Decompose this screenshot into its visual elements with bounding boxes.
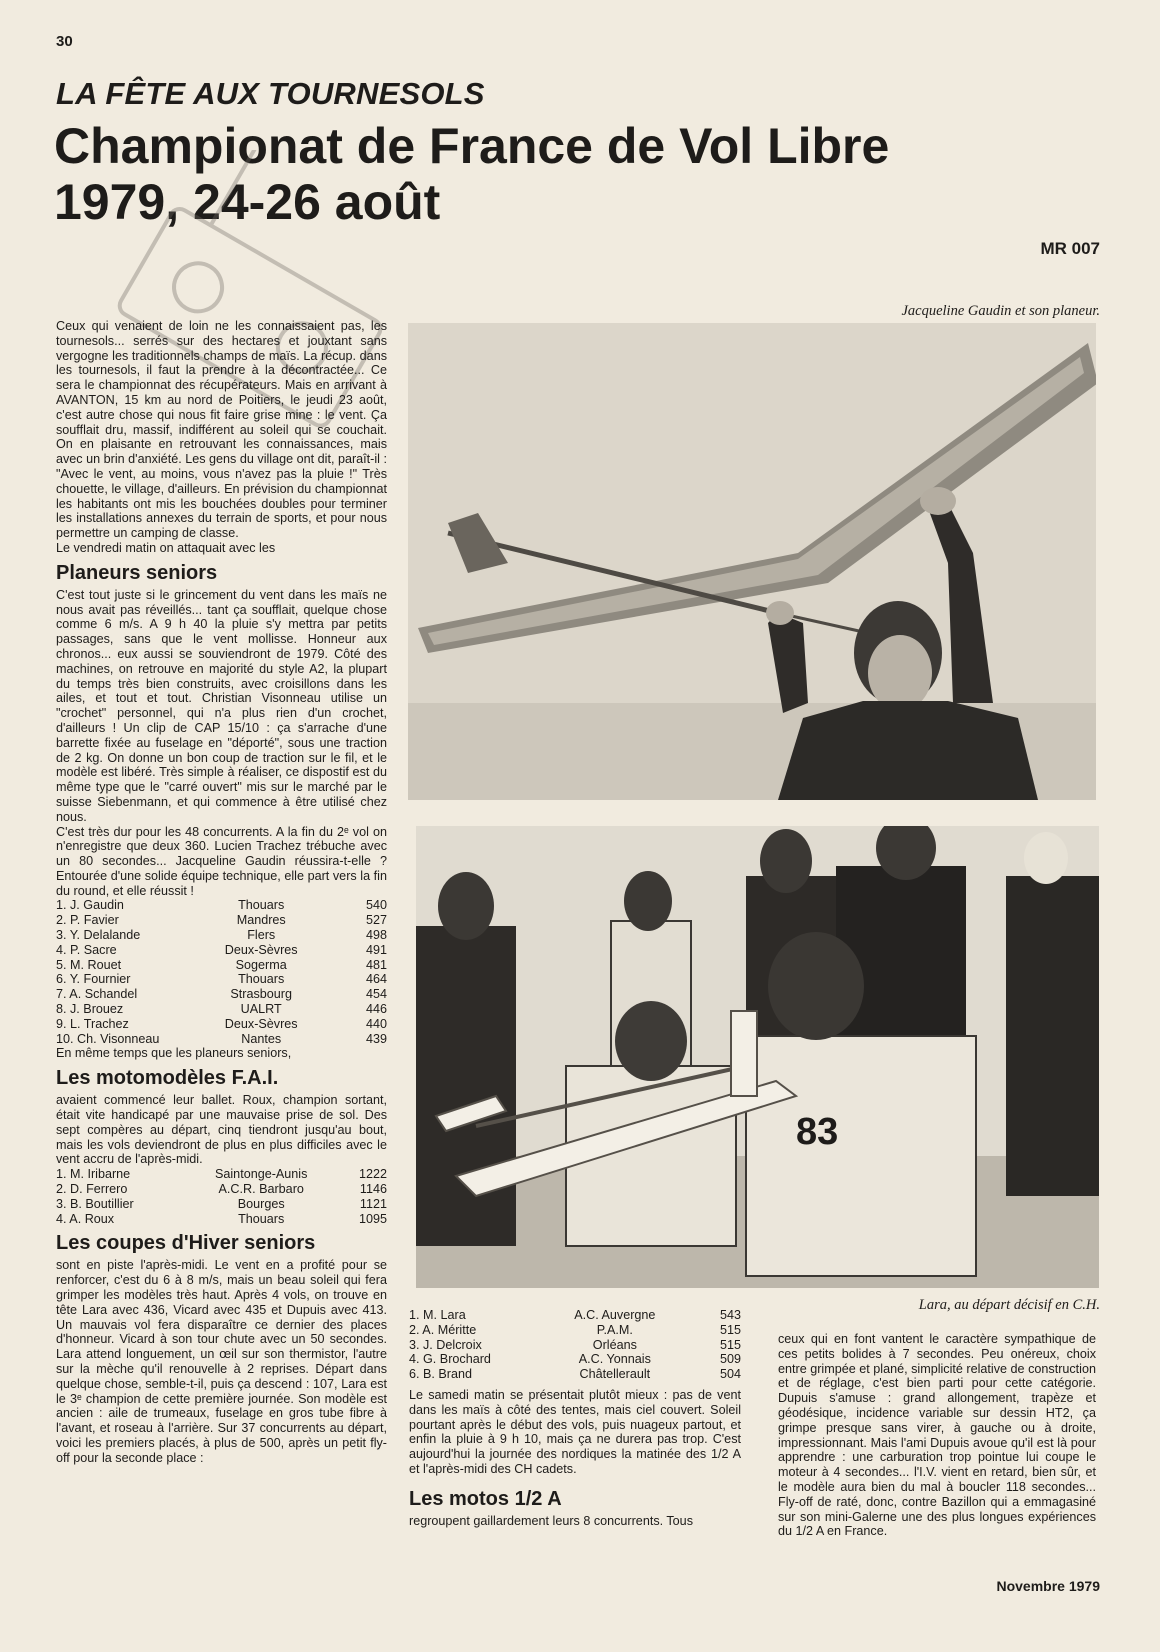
table-row: 6. B. Brand Châtellerault 504 — [409, 1367, 741, 1382]
section-heading: Planeurs seniors — [56, 561, 218, 584]
intro-paragraph: Ceux qui venaient de loin ne les connaissaient pas, les tournesols... serrés sur des hectares et jouxtant sans vergogne les traditionnels champs de maïs. La récup. dans les tournesols, il faut la prendre à la décontractée... Ce sera le championnat des récupérateurs. Mais en arrivant à AVANTON, 15 km au nord de Poitiers, le jeudi 23 août, c'est autre chose qui nous fit faire grise mine : le vent. Ça soufflait dru, massif, indifférent au soleil qui se couchait. On en plaisante en retrouvant les connaissances, mais avec un brin d'anxiété. Les gens du village ont dit, paraît-il : "Avec le vent, au moins, vous n'avez pas la pluie !" Très chouette, le village, d'ailleurs. En prévision du championnat les habitants ont mis les bouchées doubles pour terminer les installations annexes du terrain de sports, et pour nous permettre un camping de classe. — [56, 319, 387, 541]
article-column-left — [56, 319, 387, 1466]
table-row: 4. A. Roux Thouars 1095 — [56, 1211, 387, 1226]
table-row: 8. J. Brouez UALRT 446 — [56, 1002, 387, 1017]
title-line-1: Championat de France de Vol Libre — [54, 118, 890, 174]
section-heading: Les motomodèles F.A.I. — [56, 1067, 279, 1090]
article-column-right — [778, 1332, 1096, 1539]
photo-caption: Lara, au départ décisif en C.H. — [918, 1297, 1100, 1313]
svg-text:83: 83 — [796, 1111, 839, 1153]
table-row: 2. P. Favier Mandres 527 — [56, 913, 387, 928]
title-line-2: 1979, 24-26 août — [54, 174, 441, 230]
table-row: 1. M. Iribarne Saintonge-Aunis 1222 — [56, 1167, 387, 1182]
article-kicker: LA FÊTE AUX TOURNESOLS — [56, 76, 485, 111]
table-row: 4. P. Sacre Deux-Sèvres 491 — [56, 942, 387, 957]
table-row: 3. B. Boutillier Bourges 1121 — [56, 1196, 387, 1211]
table-row: 7. A. Schandel Strasbourg 454 — [56, 987, 387, 1002]
table-row: 3. Y. Delalande Flers 498 — [56, 928, 387, 943]
planeurs-paragraph: C'est tout juste si le grincement du vent dans les maïs ne nous avait pas réveillés... tant ça soufflait, quelque chose comme 6 m/s. A 9 h 40 la pluie s'y mettra par petits passages, sans que le vent mollisse. Honneur aux chronos... eux aussi se souviendront de 1979. Côté des machines, on retrouve en majorité du style A2, la plupart du temps très bien construits, avec croisillons dans les ailes, et tout et tout. Christian Visonneau utilise un "crochet" personnel, qui n'a plus rien d'un crochet, d'ailleurs ! Un clip de CAP 15/10 : ça s'arrache d'une barrette fixée au fuselage en "déporté", sous une traction de 2 kg. On donne un bon coup de traction sur le fil, et le modèle est libéré. Très simple à réaliser, ce dispostif est du même type que le "carré ouvert" mis sur le marché par le suisse Siebenmann, et qui commence à être utilisé chez nous. — [56, 587, 387, 824]
article-code: MR 007 — [1040, 239, 1100, 258]
motos-half-continued: ceux qui en font vantent le caractère sympathique de ces petits bolides à 7 secondes. Peu onéreux, choix entre grimpée et plané, simplicité relative de construction et de réglage, c'est bien parti pour cette catégorie. Dupuis s'amuse : grand allongement, trapèze et géodésique, incidence variable sur dessin HT2, ça grimpe presque sans virer, à gauche ou à droite, impressionnant. Mais l'ami Dupuis avoue qu'il est là pour apprendre : une carburation trop pointue lui coupe le moteur à 4 secondes... l'I.V. vient en retard, bien sûr, et le modèle aura bien du mal à boucler 118 secondes... Fly-off de raté, donc, contre Bazillon qui a emmagasiné sur son mini-Galerne une des plus longues expériences du 1/2 A en France. — [778, 1332, 1096, 1539]
intro-tail: Le vendredi matin on attaquait avec les — [56, 540, 276, 555]
page-number: 30 — [56, 33, 73, 50]
group-photo — [416, 826, 1099, 1288]
table-row: 5. M. Rouet Sogerma 481 — [56, 957, 387, 972]
section-heading: Les coupes d'Hiver seniors — [56, 1232, 316, 1255]
results-table-coupes — [409, 1308, 741, 1382]
table-row: 10. Ch. Visonneau Nantes 439 — [56, 1031, 387, 1046]
issue-date: Novembre 1979 — [996, 1578, 1100, 1594]
coupes-paragraph: sont en piste l'après-midi. Le vent en a profité pour se renforcer, c'est du 6 à 8 m/s, mais un beau soleil qui fera grimper les modèles très haut. Après 4 vols, on trouve en tête Lara avec 436, Vicard avec 435 et Dupuis avec 413. Un mauvais vol fera disparaître ce dernier des places d'honneur. Vicard à son tour chute avec un 50 secondes. Lara attend longuement, un œil sur son thermistor, l'autre sur la mèche qu'il renouvelle à 2 reprises. Départ dans quelque chose, semble-t-il, puis ça descend : 107, Lara est le 3ᵉ champion de cette première journée. Son modèle est ancien : aile de trumeaux, fuselage en gros tube fibre à l'avant, et roseau à l'arrière. Sur 37 concurrents au départ, voici les premiers placés, à plus de 500, après un petit fly-off pour la seconde place : — [56, 1258, 387, 1465]
table-row: 2. D. Ferrero A.C.R. Barbaro 1146 — [56, 1182, 387, 1197]
table-row: 2. A. Méritte P.A.M. 515 — [409, 1322, 741, 1337]
article-column-middle — [409, 1308, 741, 1529]
photo-caption: Jacqueline Gaudin et son planeur. — [901, 303, 1100, 319]
results-table-moto-fai — [56, 1167, 387, 1226]
motos-half-paragraph: regroupent gaillardement leurs 8 concurrents. Tous — [409, 1513, 693, 1528]
saturday-paragraph: Le samedi matin se présentait plutôt mieux : pas de vent dans les maïs à côté des tentes, mais ciel couvert. Soleil pourtant après le début des vols, puis nuageux partout, et enfin la pluie à 9 h 10, mais ça ne durera pas trop. C'est aujourd'hui la journée des nordiques la matinée des 1/2 A et l'après-midi des CH cadets. — [409, 1387, 741, 1476]
table-row: 1. J. Gaudin Thouars 540 — [56, 898, 387, 913]
results-table-planeurs — [56, 898, 387, 1046]
planeurs-paragraph-2: C'est très dur pour les 48 concurrents. A la fin du 2ᵉ vol on n'enregistre que deux 360. Lucien Trachez trébuche avec un 80 secondes... Jacqueline Gaudin réussira-t-elle ? Entourée d'une solide équipe technique, elle part vers la fin du round, et elle réussit ! — [56, 824, 387, 898]
table-row: 1. M. Lara A.C. Auvergne 543 — [409, 1308, 741, 1322]
table-row: 4. G. Brochard A.C. Yonnais 509 — [409, 1352, 741, 1367]
glider-photo — [408, 323, 1096, 800]
moto-fai-paragraph: avaient commencé leur ballet. Roux, champion sortant, était vite handicapé par une mauvaise prise de sol. Des sept compères au départ, cinq tiendront jusqu'au bout, mais les vols deviendront de plus en plus difficiles avec le vent accru de l'après-midi. — [56, 1093, 387, 1167]
table-row: 3. J. Delcroix Orléans 515 — [409, 1337, 741, 1352]
table-row: 6. Y. Fournier Thouars 464 — [56, 972, 387, 987]
section-heading: Les motos 1/2 A — [409, 1487, 562, 1510]
planeurs-tail: En même temps que les planeurs seniors, — [56, 1046, 292, 1061]
table-row: 9. L. Trachez Deux-Sèvres 440 — [56, 1016, 387, 1031]
